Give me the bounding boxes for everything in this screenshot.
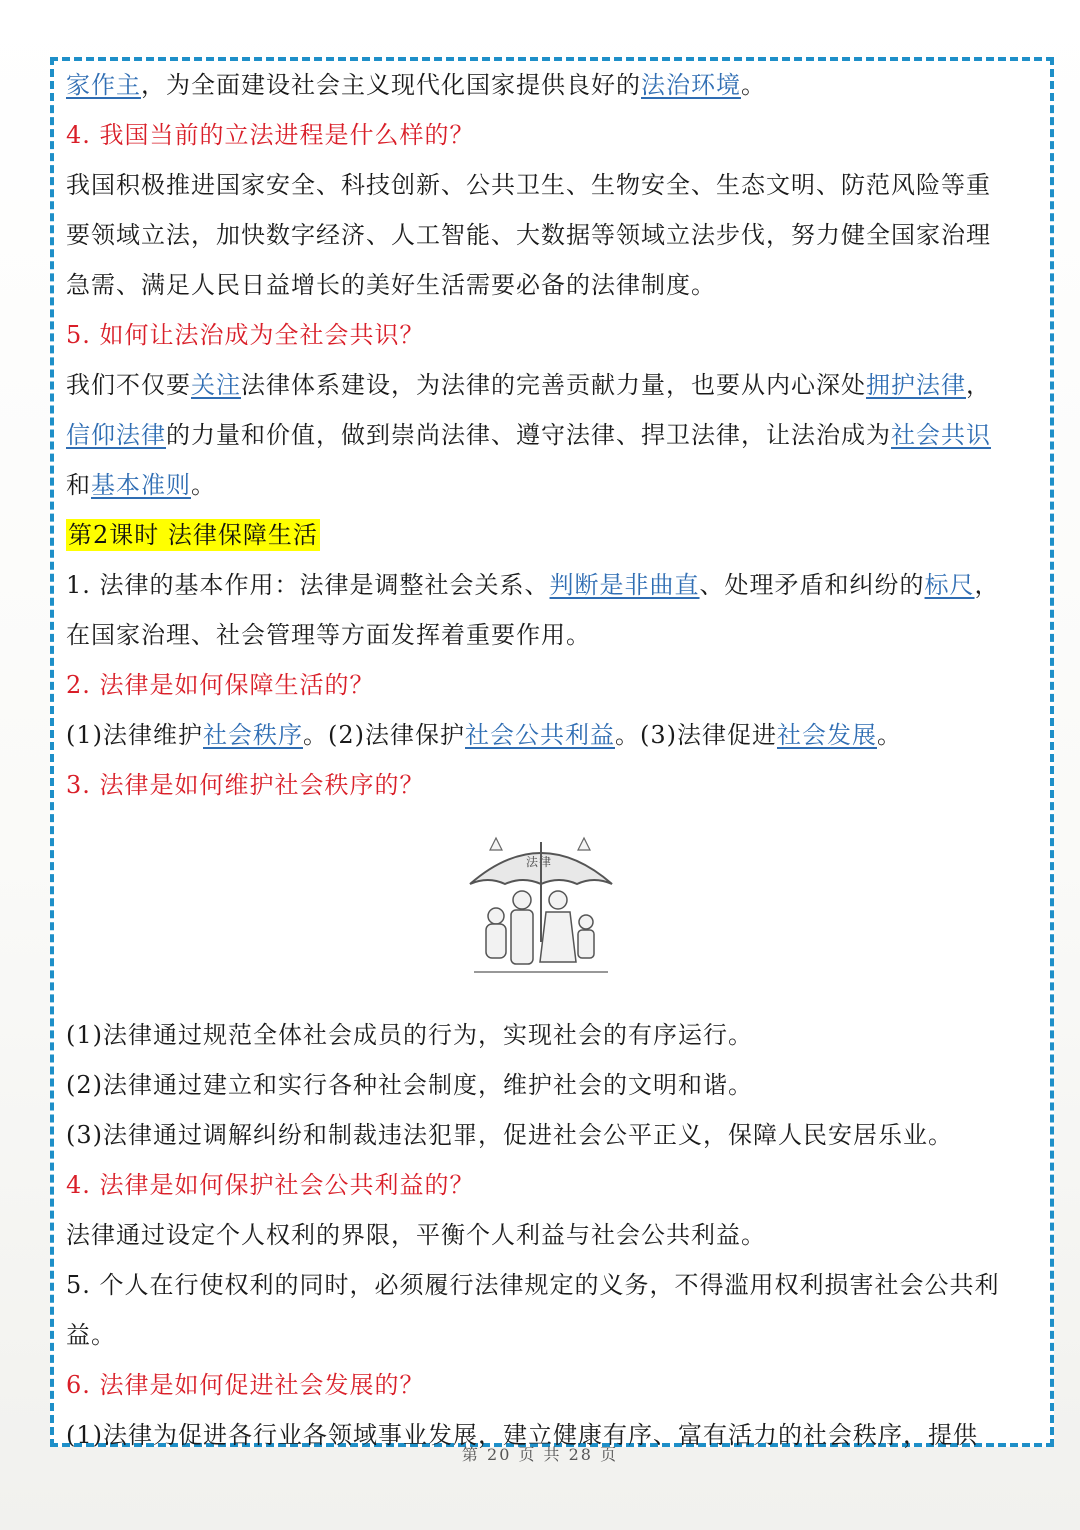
keyword: 社会公共利益 bbox=[465, 721, 615, 749]
keyword: 基本准则 bbox=[91, 471, 191, 499]
question-heading: 4. 我国当前的立法进程是什么样的？ bbox=[66, 121, 475, 149]
text-line: 在国家治理、社会管理等方面发挥着重要作用。 bbox=[66, 621, 591, 649]
keyword: 社会共识 bbox=[891, 421, 991, 449]
umbrella-label: 法律 bbox=[526, 855, 553, 869]
keyword: 拥护法律 bbox=[866, 371, 966, 399]
keyword: 法治环境 bbox=[641, 71, 741, 99]
text-line: 家作主，为全面建设社会主义现代化国家提供良好的法治环境。 bbox=[66, 71, 766, 99]
text-line: (1)法律通过规范全体社会成员的行为，实现社会的有序运行。 bbox=[66, 1021, 753, 1049]
document-body bbox=[66, 60, 1026, 1460]
question-heading: 2. 法律是如何保障生活的？ bbox=[66, 671, 375, 699]
keyword: 关注 bbox=[191, 371, 241, 399]
text-line: 我们不仅要关注法律体系建设，为法律的完善贡献力量，也要从内心深处拥护法律， bbox=[66, 371, 991, 399]
keyword: 家作主 bbox=[66, 71, 141, 99]
keyword: 标尺 bbox=[924, 571, 975, 599]
lesson-title-row bbox=[66, 510, 1026, 560]
lesson-title: 第2课时 法律保障生活 bbox=[68, 521, 318, 549]
question-heading: 5. 如何让法治成为全社会共识？ bbox=[66, 321, 425, 349]
keyword: 判断是非曲直 bbox=[549, 571, 700, 599]
text-line: (3)法律通过调解纠纷和制裁违法犯罪，促进社会公平正义，保障人民安居乐业。 bbox=[66, 1121, 953, 1149]
question-heading: 3. 法律是如何维护社会秩序的？ bbox=[66, 771, 425, 799]
page-number: 第 20 页 共 28 页 bbox=[461, 1445, 619, 1464]
question-heading: 4. 法律是如何保护社会公共利益的？ bbox=[66, 1171, 475, 1199]
family-umbrella-illustration bbox=[466, 824, 616, 979]
text-line: 法律通过设定个人权利的界限，平衡个人利益与社会公共利益。 bbox=[66, 1221, 766, 1249]
text-line: 1. 法律的基本作用：法律是调整社会关系、判断是非曲直、处理矛盾和纠纷的标尺， bbox=[66, 571, 1000, 599]
text-line: (2)法律通过建立和实行各种社会制度，维护社会的文明和谐。 bbox=[66, 1071, 753, 1099]
text-line: 我国积极推进国家安全、科技创新、公共卫生、生物安全、生态文明、防范风险等重 bbox=[66, 171, 991, 199]
keyword: 社会发展 bbox=[777, 721, 877, 749]
text-line: 5. 个人在行使权利的同时，必须履行法律规定的义务，不得滥用权利损害社会公共利 bbox=[66, 1271, 1000, 1299]
text-line: 信仰法律的力量和价值，做到崇尚法律、遵守法律、捍卫法律，让法治成为社会共识 bbox=[66, 421, 991, 449]
keyword: 信仰法律 bbox=[66, 421, 166, 449]
text-line: 和基本准则。 bbox=[66, 471, 216, 499]
question-heading: 6. 法律是如何促进社会发展的？ bbox=[66, 1371, 425, 1399]
text-line: 要领域立法，加快数字经济、人工智能、大数据等领域立法步伐，努力健全国家治理 bbox=[66, 221, 991, 249]
text-line: 益。 bbox=[66, 1321, 116, 1349]
text-line: (1)法律维护社会秩序。(2)法律保护社会公共利益。(3)法律促进社会发展。 bbox=[66, 721, 902, 749]
text-line: (1)法律为促进各行业各领域事业发展，建立健康有序、富有活力的社会秩序，提供 bbox=[66, 1421, 978, 1449]
keyword: 社会秩序 bbox=[203, 721, 303, 749]
text-line: 急需、满足人民日益增长的美好生活需要必备的法律制度。 bbox=[66, 271, 716, 299]
illustration-row bbox=[66, 810, 1026, 1010]
